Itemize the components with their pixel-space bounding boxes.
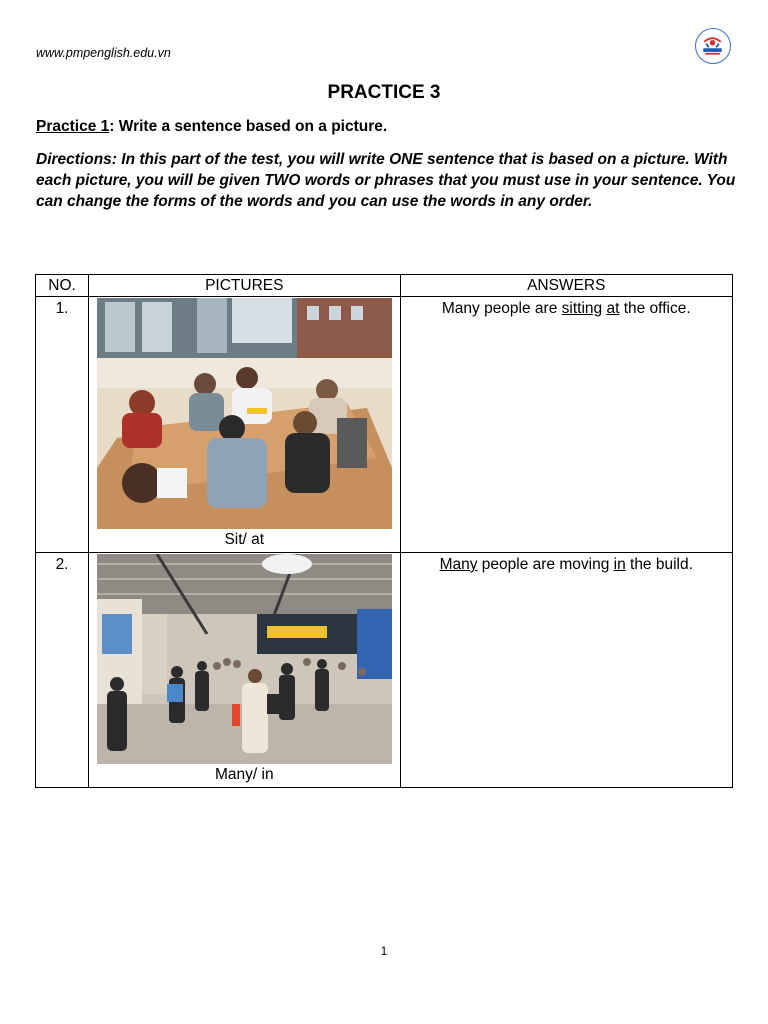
picture-caption: Sit/ at bbox=[224, 531, 265, 548]
answer-text: people are moving bbox=[477, 556, 614, 573]
answer-text: Many people are bbox=[441, 300, 562, 317]
answer-keyword: in bbox=[613, 556, 626, 573]
picture-cell bbox=[89, 553, 400, 788]
page-title: PRACTICE 3 bbox=[327, 82, 441, 103]
answer-text: the build. bbox=[625, 556, 693, 573]
table-row bbox=[36, 297, 733, 553]
answer-text: the office. bbox=[619, 300, 691, 317]
section-heading bbox=[36, 118, 387, 136]
site-url: www.pmpenglish.edu.vn bbox=[36, 46, 171, 60]
row-number: 2. bbox=[36, 553, 89, 788]
page-number: 1 bbox=[380, 944, 388, 958]
answer-keyword: at bbox=[606, 300, 620, 317]
header-no: NO. bbox=[36, 275, 89, 297]
section-text: : Write a sentence based on a picture. bbox=[109, 118, 388, 135]
practice-table bbox=[35, 274, 733, 788]
answer-cell bbox=[400, 553, 733, 788]
directions-text: Directions: In this part of the test, you will write ONE sentence that is based on a picture. With each picture, you will be given TWO words or phrases that you must use in your sentence. You can change the forms of the words and you can use the words in any order. bbox=[36, 151, 736, 210]
row-number: 1. bbox=[36, 297, 89, 553]
picture-cell bbox=[89, 297, 400, 553]
table-header-row bbox=[36, 275, 733, 297]
section-label: Practice 1 bbox=[36, 118, 110, 135]
answer-cell bbox=[400, 297, 733, 553]
picture-caption: Many/ in bbox=[214, 766, 274, 783]
pmp-english-logo-icon bbox=[695, 28, 731, 64]
exhibition-hall-crowd-photo-icon bbox=[97, 554, 392, 764]
header-answers: ANSWERS bbox=[400, 275, 733, 297]
header-pictures: PICTURES bbox=[89, 275, 400, 297]
office-meeting-photo-icon bbox=[97, 298, 392, 529]
answer-keyword: Many bbox=[439, 556, 478, 573]
table-row bbox=[36, 553, 733, 788]
answer-keyword: sitting bbox=[561, 300, 603, 317]
